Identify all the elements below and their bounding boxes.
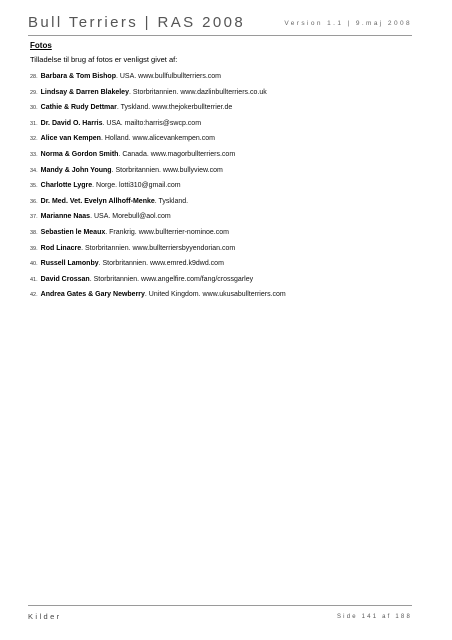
list-item: [30, 69, 420, 85]
entry-name: Cathie & Rudy Dettmar: [40, 104, 117, 112]
header-divider: [28, 35, 412, 36]
list-item: [30, 256, 420, 272]
entry-detail: . Storbritannien. www.bullterriersbyyendorian.com: [81, 244, 236, 252]
entry-number: 33.: [30, 151, 38, 158]
page-number: Side 141 af 188: [336, 614, 412, 620]
entry-name: Mandy & John Young: [40, 166, 112, 174]
entry-detail: . Canada. www.magorbullterriers.com: [118, 150, 236, 158]
document-title: Bull Terriers | RAS 2008: [28, 14, 246, 31]
list-item: [30, 241, 420, 257]
list-item: [30, 131, 420, 147]
entry-name: Sebastien le Meaux: [40, 228, 106, 236]
section-intro: Tilladelse til brug af fotos er venligst givet af:: [30, 55, 178, 64]
entry-number: 28.: [30, 74, 38, 80]
entry-detail: . USA. Morebull@aol.com: [90, 213, 171, 221]
entry-name: Barbara & Tom Bishop: [40, 73, 116, 80]
entry-number: 32.: [30, 136, 38, 143]
entry-number: 34.: [30, 167, 38, 174]
footer-divider: [28, 605, 412, 606]
page-header: [28, 14, 412, 36]
entry-number: 39.: [30, 245, 38, 252]
entry-detail: . Storbritannien. www.angelfire.com/fang/crossgarley: [89, 275, 254, 283]
entry-name: Andrea Gates & Gary Newberry: [40, 291, 145, 299]
entry-name: Charlotte Lygre: [40, 182, 93, 190]
entry-number: 38.: [30, 229, 38, 236]
entry-detail: . Tyskland. www.thejokerbullterrier.de: [116, 104, 233, 112]
entry-detail: . Holland. www.alicevankempen.com: [100, 135, 215, 143]
entry-detail: . Storbritannien. www.bullyview.com: [111, 166, 223, 174]
list-item: [30, 100, 420, 116]
entry-number: 29.: [30, 89, 38, 96]
list-item: [30, 85, 420, 101]
section-heading: Fotos: [30, 41, 52, 50]
entry-number: 42.: [30, 292, 38, 299]
entry-number: 41.: [30, 276, 38, 283]
entry-detail: . Storbritannien. www.dazlinbullterriers.co.uk: [128, 88, 267, 96]
entry-number: 30.: [30, 105, 38, 112]
list-item: [30, 194, 420, 210]
entry-name: Marianne Naas: [40, 213, 91, 221]
entry-detail: . USA. mailto:harris@swcp.com: [102, 119, 202, 127]
entry-name: Dr. David O. Harris: [40, 119, 103, 127]
page-content: [30, 41, 420, 303]
entry-name: Rod Linacre: [40, 244, 82, 252]
entry-name: Dr. Med. Vet. Evelyn Allhoff-Menke: [40, 197, 155, 205]
footer-section-label: Kilder: [28, 612, 62, 621]
document-version: Version 1.1 | 9.maj 2008: [284, 20, 412, 27]
list-item: [30, 287, 420, 303]
entry-number: 40.: [30, 261, 38, 268]
entry-name: Lindsay & Darren Blakeley: [40, 88, 129, 96]
entry-detail: . Norge. lotti310@gmail.com: [92, 182, 181, 190]
list-item: [30, 225, 420, 241]
entry-detail: . Storbritannien. www.emred.k9dwd.com: [98, 260, 224, 268]
list-item: [30, 116, 420, 132]
entry-detail: . United Kingdom. www.ukusabullterriers.com: [144, 291, 286, 299]
list-item: [30, 209, 420, 225]
entry-number: 37.: [30, 214, 38, 221]
list-item: [30, 272, 420, 288]
entry-name: Alice van Kempen: [40, 135, 101, 143]
entry-number: 35.: [30, 183, 38, 190]
photo-credit-list: [30, 69, 420, 303]
entry-name: Russell Lamonby: [40, 260, 99, 268]
entry-detail: . USA. www.bullfulbullterriers.com: [115, 73, 222, 80]
list-item: [30, 178, 420, 194]
list-item: [30, 163, 420, 179]
entry-number: 31.: [30, 120, 38, 127]
entry-number: 36.: [30, 198, 38, 205]
list-item: [30, 147, 420, 163]
entry-detail: . Tyskland.: [154, 197, 189, 205]
entry-name: Norma & Gordon Smith: [40, 150, 119, 158]
entry-detail: . Frankrig. www.bullterrier-nominoe.com: [105, 228, 229, 236]
entry-name: David Crossan: [40, 275, 90, 283]
